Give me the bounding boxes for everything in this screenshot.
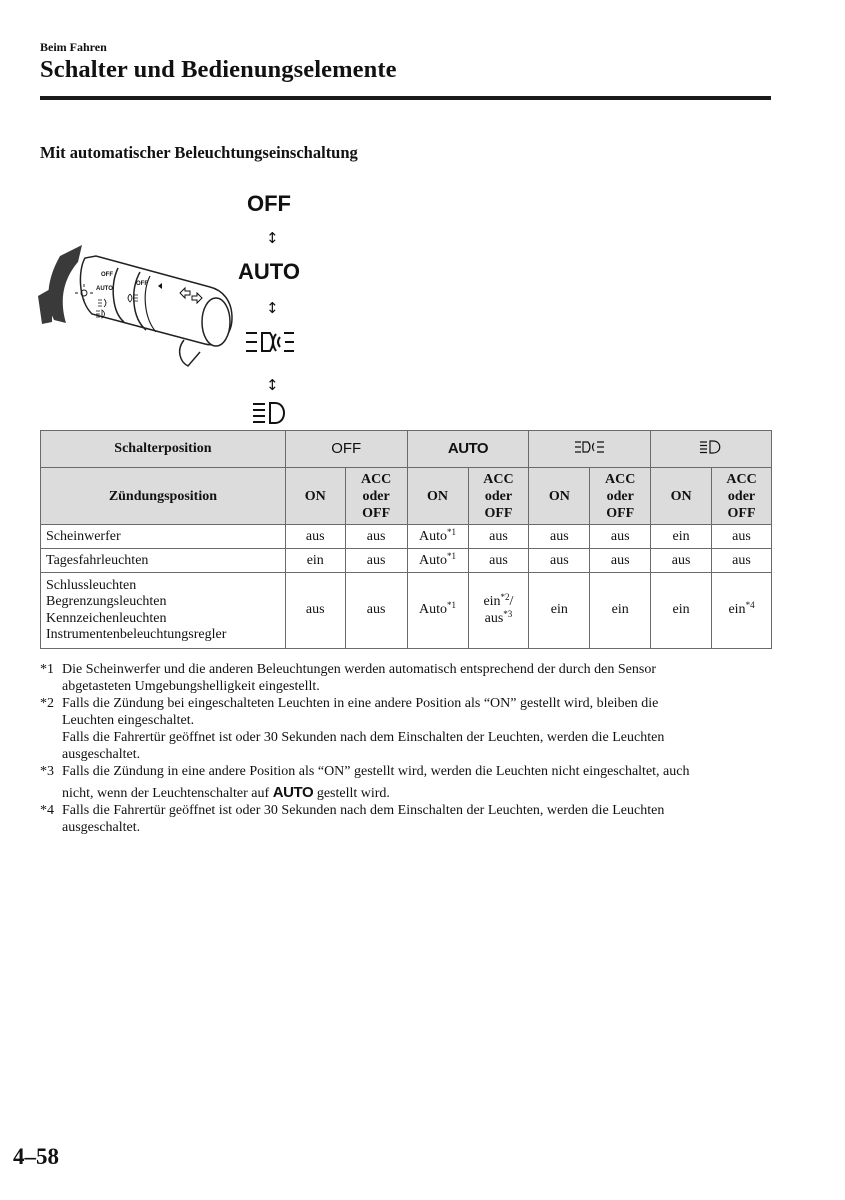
table-cell-auto: Auto$^{*1}$ — [407, 525, 468, 549]
lever-label-off: OFF — [101, 272, 113, 278]
table-cell: aus — [345, 573, 407, 649]
table-cell: aus — [529, 525, 590, 549]
ign-on: ON — [529, 468, 590, 525]
table-row — [41, 549, 772, 573]
footnote-3 — [40, 763, 780, 802]
page-title: Schalter und Bedienungselemente — [40, 56, 397, 83]
table-cell: ein — [529, 573, 590, 649]
header-pos-off — [285, 431, 407, 468]
low-beam-icon — [574, 440, 606, 454]
table-row — [41, 525, 772, 549]
table-cell-ein4: ein$^{*4}$ — [712, 573, 772, 649]
row-label: Tagesfahrleuchten — [41, 549, 286, 573]
light-table — [40, 430, 772, 649]
footnote-mark: *3 — [40, 764, 54, 779]
table-cell: aus — [590, 525, 651, 549]
table-cell: aus — [285, 525, 345, 549]
footnote-mark: *4 — [40, 803, 54, 818]
table-cell: aus — [712, 525, 772, 549]
section-header: Beim Fahren — [40, 40, 107, 54]
position-auto-label: AUTO — [238, 259, 300, 284]
footnote-text: Falls die Fahrertür geöffnet ist oder 30 Sekunden nach dem Einschalten der Leuchten, werden die Leuchten ausgeschaltet. — [62, 803, 665, 835]
ign-acc: ACC oder OFF — [590, 468, 651, 525]
footnote-1 — [40, 661, 780, 695]
ign-on: ON — [285, 468, 345, 525]
position-off-label: OFF — [247, 191, 291, 216]
footnotes — [40, 661, 780, 836]
table-cell: aus — [712, 549, 772, 573]
header-switch-position: Schalterposition — [41, 431, 286, 468]
table-cell: aus — [285, 573, 345, 649]
table-cell: aus — [590, 549, 651, 573]
subheading: Mit automatischer Beleuchtungseinschaltung — [40, 143, 358, 162]
table-cell-auto: Auto$^{*1}$ — [407, 549, 468, 573]
footnote-text: Falls die Zündung bei eingeschalteten Leuchten in eine andere Position als “ON” gestellt wird, bleiben die Leuchten eingeschaltet. Falls die Fahrertür geöffnet ist oder 30 Sekunden nach dem Einschalten der Leuchten, werden die Leuchten ausgeschaltet. — [62, 696, 665, 762]
ladder-arrow-2: ↕ — [266, 299, 279, 317]
table-cell: aus — [345, 549, 407, 573]
lever-label-auto: AUTO — [96, 286, 113, 292]
footnote-mark: *1 — [40, 662, 54, 677]
ladder-high-beam-icon — [253, 403, 284, 423]
header-pos-high-beam — [651, 431, 772, 468]
table-cell: aus — [345, 525, 407, 549]
table-cell-auto: Auto$^{*1}$ — [407, 573, 468, 649]
footnote-mark: *2 — [40, 696, 54, 711]
high-beam-icon — [699, 440, 723, 454]
rotation-arrow-icon — [48, 245, 82, 323]
light-switch-figure — [0, 0, 845, 430]
row-label: Schlussleuchten Begrenzungsleuchten Kennzeichenleuchten Instrumentenbeleuchtungsregler — [41, 573, 286, 649]
ign-acc: ACC oder OFF — [468, 468, 529, 525]
ign-acc: ACC oder OFF — [345, 468, 407, 525]
ladder-low-beam-icon — [246, 333, 294, 351]
ladder-arrow-1: ↕ — [266, 229, 279, 247]
table-row — [41, 573, 772, 649]
ign-on: ON — [651, 468, 712, 525]
header-ignition-position: Zündungsposition — [41, 468, 286, 525]
ign-on: ON — [407, 468, 468, 525]
table-cell: ein — [285, 549, 345, 573]
page-number: 4–58 — [13, 1144, 59, 1169]
header-pos-low-beam — [529, 431, 651, 468]
table-cell: ein — [590, 573, 651, 649]
table-cell: ein — [651, 573, 712, 649]
header-pos-off-label: OFF — [331, 440, 362, 457]
table-cell: aus — [529, 549, 590, 573]
row-label: Scheinwerfer — [41, 525, 286, 549]
table-cell: aus — [651, 549, 712, 573]
lever-label-off2: OFF — [136, 281, 148, 287]
ign-acc: ACC oder OFF — [712, 468, 772, 525]
table-cell: ein — [651, 525, 712, 549]
table-cell: aus — [468, 525, 529, 549]
header-pos-auto — [407, 431, 529, 468]
footnote-text: Die Scheinwerfer und die anderen Beleuchtungen werden automatisch entsprechend der durch den Sensor abgetasteten Umgebungshelligkeit eingestellt. — [62, 662, 657, 694]
header-pos-auto-label: AUTO — [447, 440, 489, 457]
table-cell: aus — [468, 549, 529, 573]
auto-inline-label: AUTO — [272, 784, 314, 801]
footnote-text: Falls die Zündung in eine andere Position als “ON” gestellt wird, werden die Leuchten nicht eingeschaltet, auch nicht, wenn der Leuchtenschalter auf AUTO gestellt wird. — [62, 764, 690, 801]
ladder-arrow-3: ↕ — [266, 376, 279, 394]
footnote-2 — [40, 695, 780, 763]
footnote-4 — [40, 802, 780, 836]
table-cell-ein-aus: ein$^{*2}$/ aus$^{*3}$ — [468, 573, 529, 649]
